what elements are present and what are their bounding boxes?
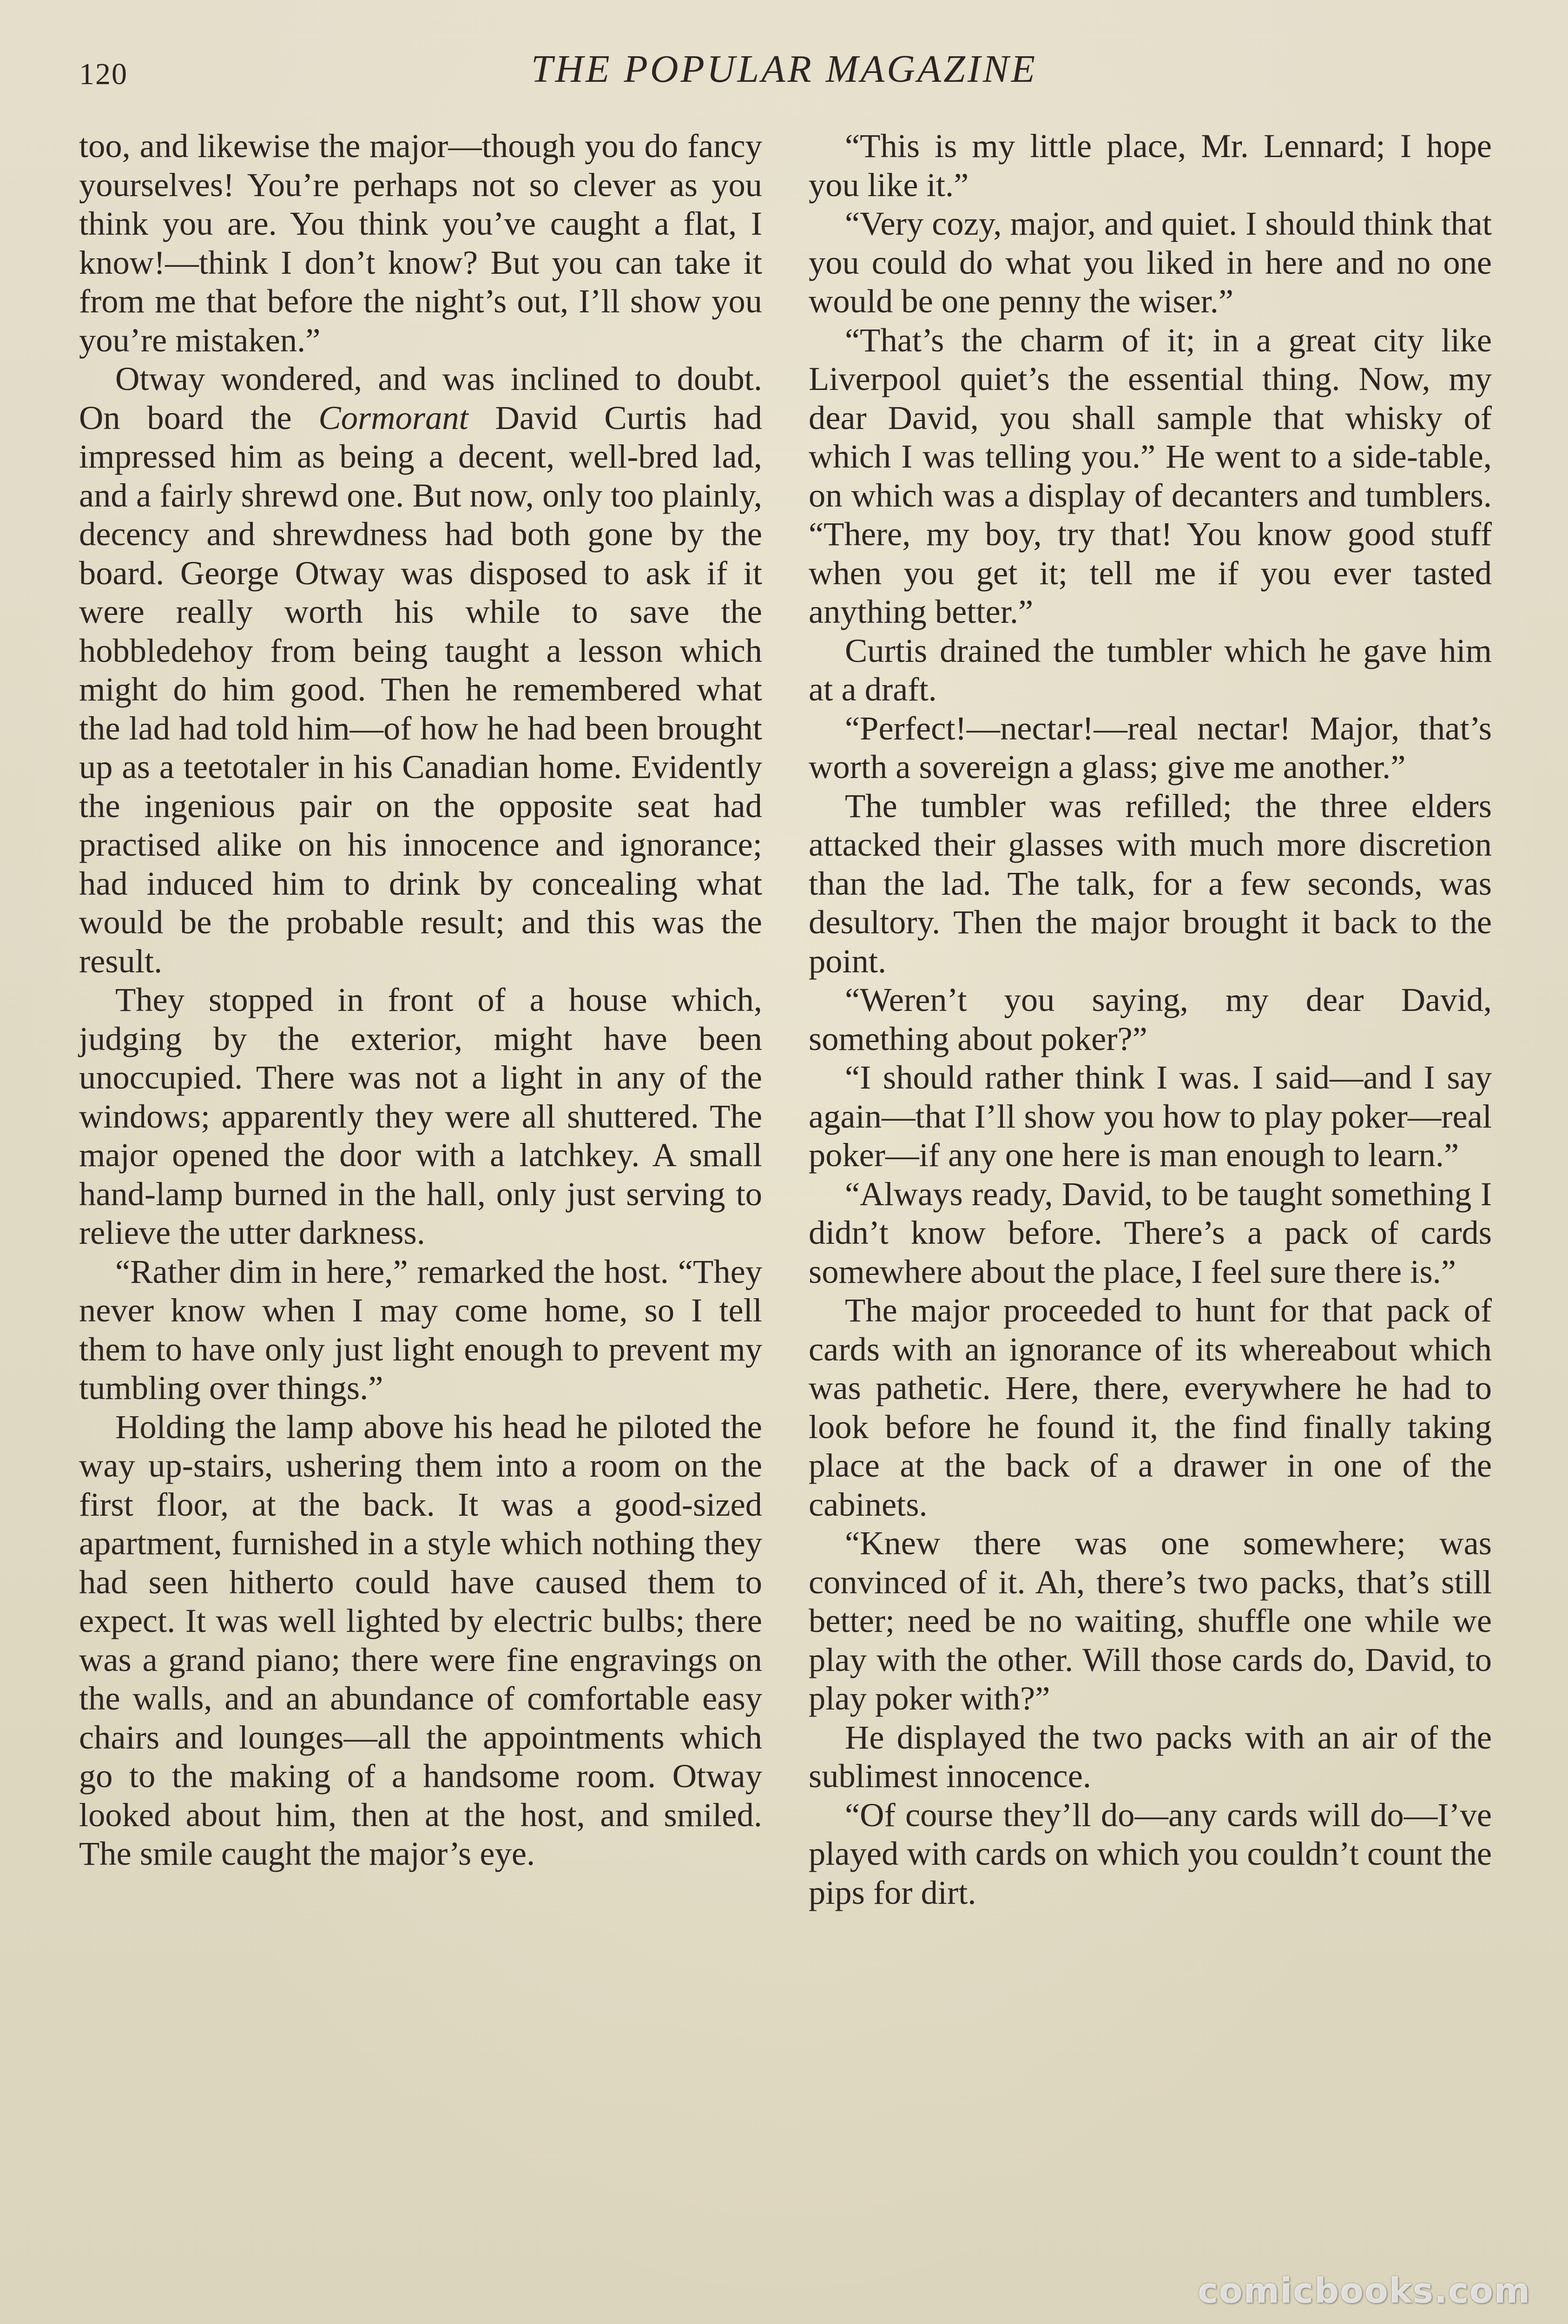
paragraph: He displayed the two packs with an air of the sublimest innocence.: [809, 1718, 1492, 1795]
paragraph: “Of course they’ll do—any cards will do—I’ve played with cards on which you couldn’t count the pips for dirt.: [809, 1796, 1492, 1911]
paragraph-text: David Curtis had impressed him as being a decent, well-bred lad, and a fairly shrewd one. But now, only too plainly, decency and shrewdness had both gone by the board. George Otway was disposed to ask if it were really worth his while to save the hobbledehoy from being taught a lesson which might do him good. Then he remembered what the lad had told him—of how he had been brought up as a teetotaler in his Canadian home. Evidently the ingenious pair on the opposite seat had practised alike on his innocence and ignorance; had induced him to drink by concealing what would be the probable result; and this was the result.: [79, 398, 762, 980]
paragraph: too, and likewise the major—though you do fancy yourselves! You’re perhaps not so clever as you think you are. You think you’ve caught a flat, I know!—think I don’t know? But you can take it from me that before the night’s out, I’ll show you you’re mistaken.”: [79, 127, 762, 359]
page-number: 120: [79, 57, 128, 91]
paragraph: “Knew there was one somewhere; was convinced of it. Ah, there’s two packs, that’s still better; need be no waiting, shuffle one while we play with the other. Will those cards do, David, to play poker with?”: [809, 1524, 1492, 1717]
paragraph: “Rather dim in here,” remarked the host. “They never know when I may come home, so I tell them to have only just light enough to prevent my tumbling over things.”: [79, 1252, 762, 1406]
left-column: [79, 126, 762, 1873]
paragraph: “Always ready, David, to be taught something I didn’t know before. There’s a pack of cards somewhere about the place, I feel sure there is.”: [809, 1175, 1492, 1290]
paragraph: They stopped in front of a house which, judging by the exterior, might have been unoccupied. There was not a light in any of the windows; apparently they were all shuttered. The major opened the door with a latchkey. A small hand-lamp burned in the hall, only just serving to relieve the utter darkness.: [79, 981, 762, 1251]
right-column: [809, 126, 1492, 1912]
paragraph: The major proceeded to hunt for that pack of cards with an ignorance of its whereabout which was pathetic. Here, there, everywhere he had to look before he found it, the find finally taking place at the back of a drawer in one of the cabinets.: [809, 1291, 1492, 1523]
paragraph: [79, 359, 762, 980]
ship-name: Cormorant: [318, 398, 468, 436]
paragraph: “That’s the charm of it; in a great city like Liverpool quiet’s the essential thing. Now, my dear David, you shall sample that whisky of which I was telling you.” He went to a side-table, on which was a display of decanters and tumblers. “There, my boy, try that! You know good stuff when you get it; tell me if you ever tasted anything better.”: [809, 321, 1492, 630]
page-header: [79, 46, 1489, 107]
running-title: THE POPULAR MAGAZINE: [531, 47, 1038, 91]
paragraph: “Very cozy, major, and quiet. I should think that you could do what you liked in here and no one would be one penny the wiser.”: [809, 205, 1492, 320]
paragraph: Curtis drained the tumbler which he gave him at a draft.: [809, 631, 1492, 708]
paragraph-text: Otway wondered, and was inclined to doubt. On board the: [79, 360, 762, 436]
watermark-text: comicbooks.com: [1198, 2271, 1531, 2311]
paragraph: “Weren’t you saying, my dear David, something about poker?”: [809, 981, 1492, 1057]
paragraph: “Perfect!—nectar!—real nectar! Major, that’s worth a sovereign a glass; give me another.”: [809, 709, 1492, 786]
paragraph: The tumbler was refilled; the three elders attacked their glasses with much more discretion than the lad. The talk, for a few seconds, was desultory. Then the major brought it back to the point.: [809, 786, 1492, 980]
paragraph: “I should rather think I was. I said—and I say again—that I’ll show you how to play poker—real poker—if any one here is man enough to learn.”: [809, 1058, 1492, 1174]
paragraph: “This is my little place, Mr. Lennard; I hope you like it.”: [809, 127, 1492, 204]
paragraph: Holding the lamp above his head he piloted the way up-stairs, ushering them into a room on the first floor, at the back. It was a good-sized apartment, furnished in a style which nothing they had seen hitherto could have caused them to expect. It was well lighted by electric bulbs; there was a grand piano; there were fine engravings on the walls, and an abundance of comfortable easy chairs and lounges—all the appointments which go to the making of a handsome room. Otway looked about him, then at the host, and smiled. The smile caught the major’s eye.: [79, 1407, 762, 1872]
